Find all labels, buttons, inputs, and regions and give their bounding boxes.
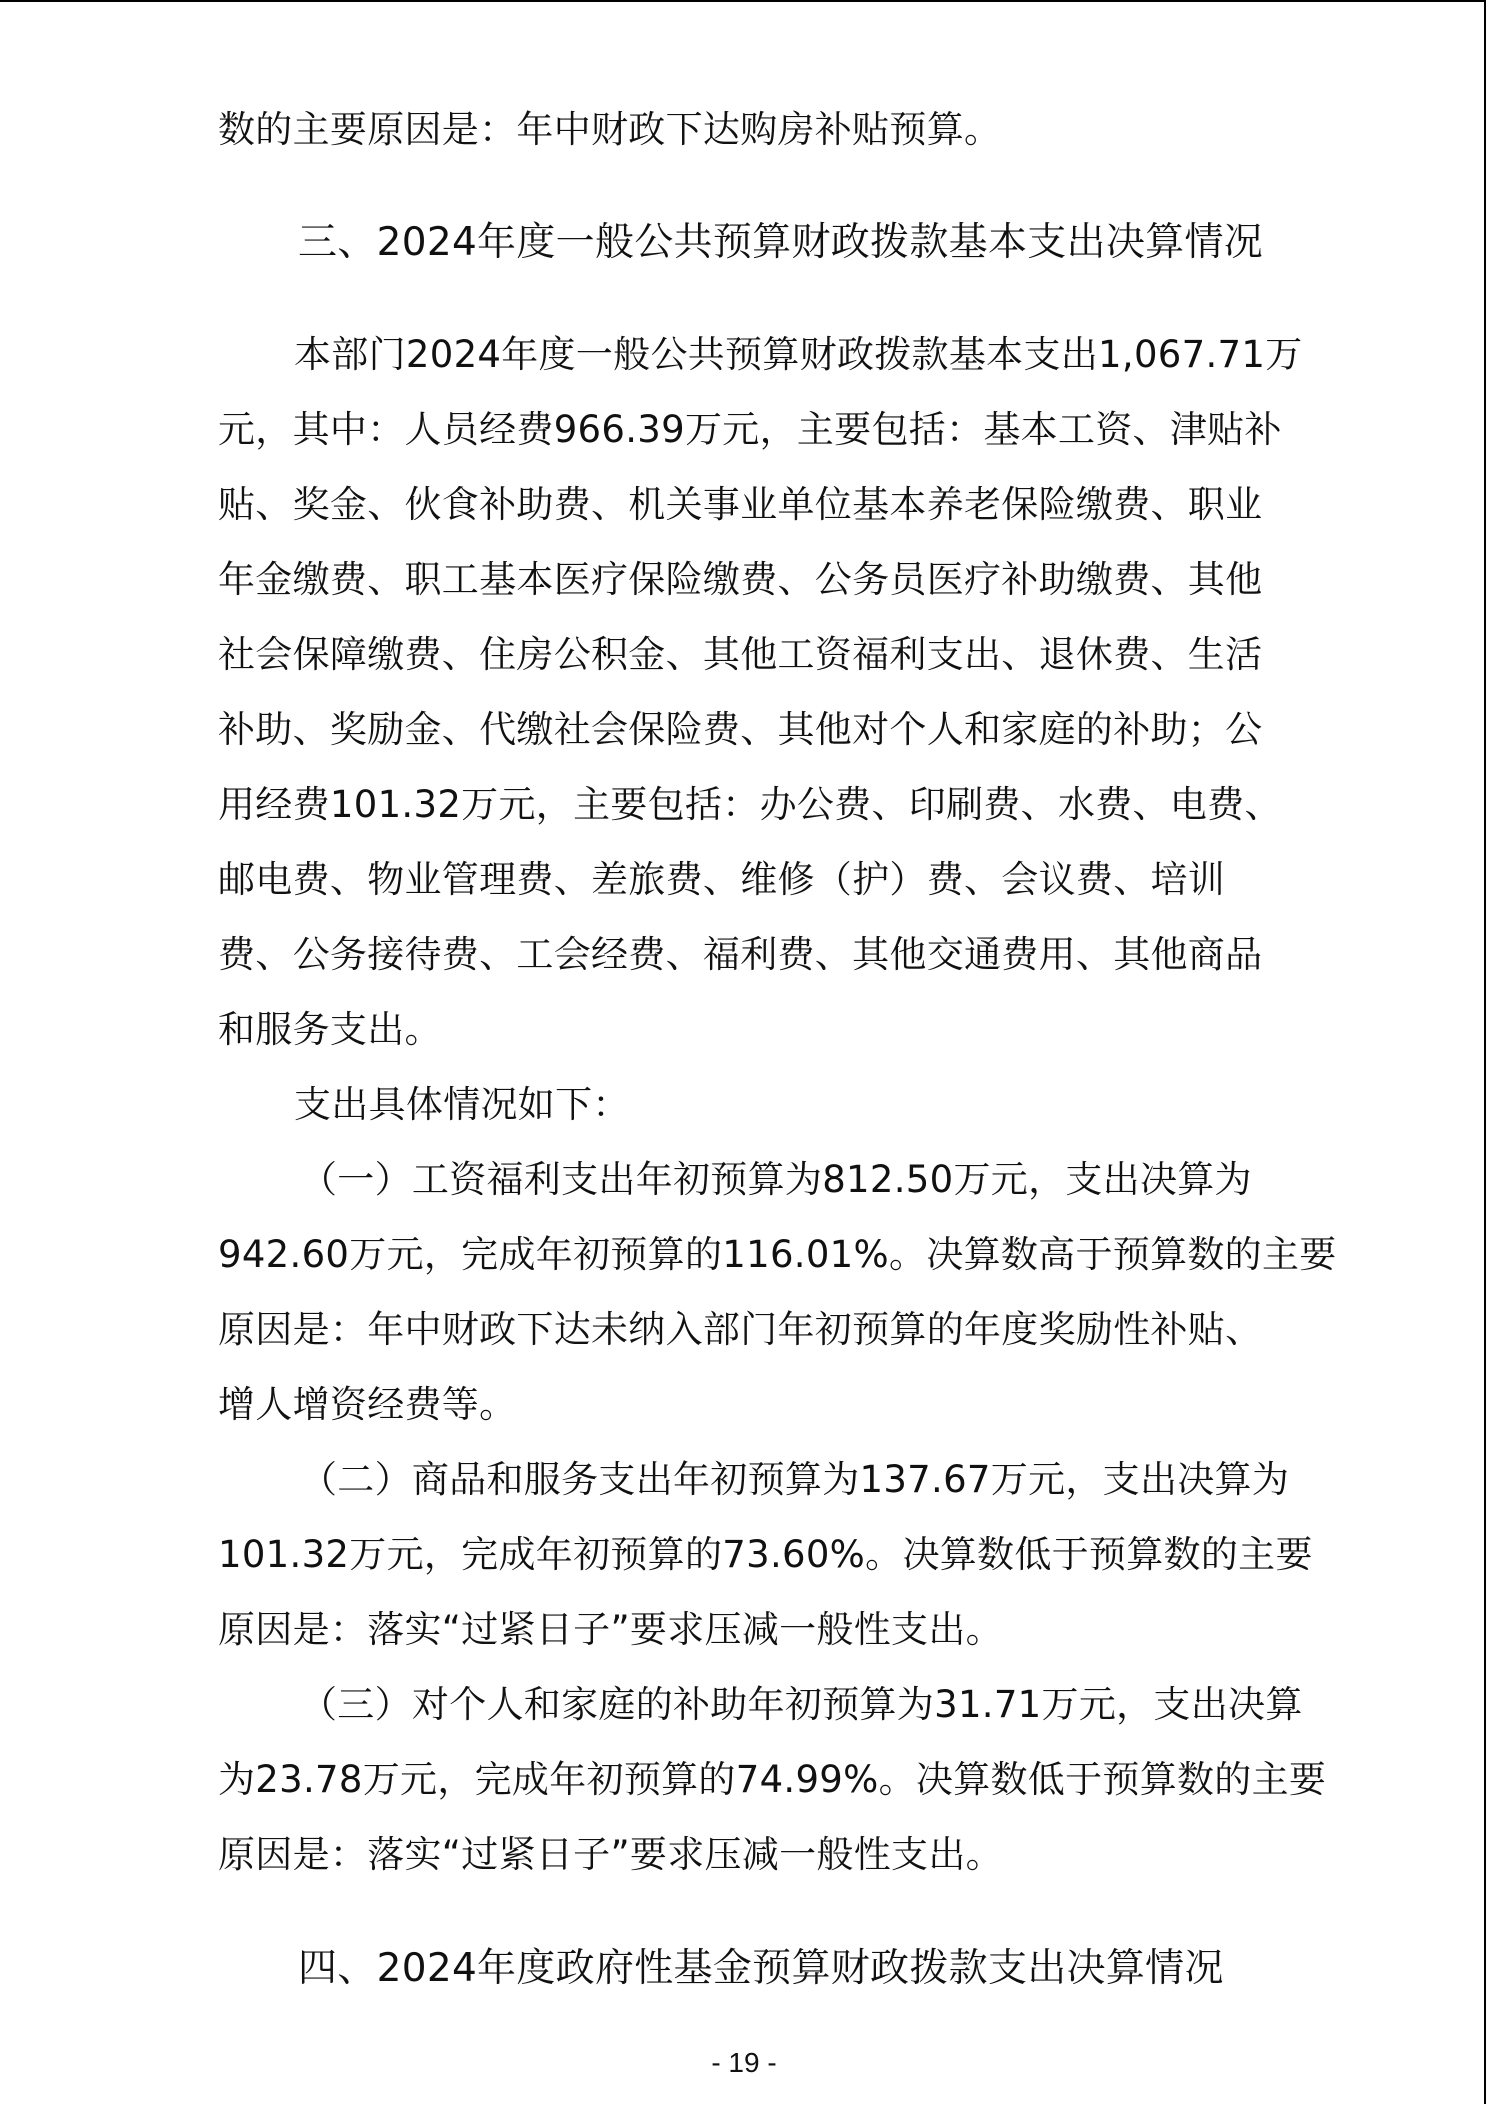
paragraph-line: 原因是：落实“过紧日子”要求压减一般性支出。 <box>218 1608 1003 1651</box>
paragraph-line: 原因是：落实“过紧日子”要求压减一般性支出。 <box>218 1833 1003 1876</box>
paragraph-line: 本部门2024年度一般公共预算财政拨款基本支出1,067.71万 <box>294 333 1303 376</box>
paragraph-line: 数的主要原因是：年中财政下达购房补贴预算。 <box>218 108 1002 151</box>
paragraph-line: 贴、奖金、伙食补助费、机关事业单位基本养老保险缴费、职业 <box>218 483 1263 526</box>
paragraph-line: 年金缴费、职工基本医疗保险缴费、公务员医疗补助缴费、其他 <box>218 558 1263 601</box>
paragraph-line: 费、公务接待费、工会经费、福利费、其他交通费用、其他商品 <box>218 933 1263 976</box>
section-heading-three: 三、2024年度一般公共预算财政拨款基本支出决算情况 <box>298 220 1264 265</box>
paragraph-line: 邮电费、物业管理费、差旅费、维修（护）费、会议费、培训 <box>218 858 1226 901</box>
paragraph-line: 增人增资经费等。 <box>218 1383 517 1426</box>
page-number: - 19 - <box>711 2047 777 2078</box>
paragraph-line: 和服务支出。 <box>218 1008 442 1051</box>
paragraph-line: 社会保障缴费、住房公积金、其他工资福利支出、退休费、生活 <box>218 633 1263 676</box>
paragraph-line: （一）工资福利支出年初预算为812.50万元，支出决算为 <box>300 1158 1252 1201</box>
paragraph-line: 用经费101.32万元，主要包括：办公费、印刷费、水费、电费、 <box>218 783 1282 826</box>
section-heading-four: 四、2024年度政府性基金预算财政拨款支出决算情况 <box>298 1946 1224 1991</box>
paragraph-line: 支出具体情况如下： <box>294 1083 630 1126</box>
paragraph-line: 为23.78万元，完成年初预算的74.99%。决算数低于预算数的主要 <box>218 1758 1327 1801</box>
paragraph-line: 原因是：年中财政下达未纳入部门年初预算的年度奖励性补贴、 <box>218 1308 1263 1351</box>
paragraph-line: （三）对个人和家庭的补助年初预算为31.71万元，支出决算 <box>300 1683 1303 1726</box>
paragraph-line: 101.32万元，完成年初预算的73.60%。决算数低于预算数的主要 <box>218 1533 1313 1576</box>
paragraph-line: 942.60万元，完成年初预算的116.01%。决算数高于预算数的主要 <box>218 1233 1337 1276</box>
paragraph-line: 补助、奖励金、代缴社会保险费、其他对个人和家庭的补助；公 <box>218 708 1263 751</box>
paragraph-line: 元，其中：人员经费966.39万元，主要包括：基本工资、津贴补 <box>218 408 1282 451</box>
paragraph-line: （二）商品和服务支出年初预算为137.67万元，支出决算为 <box>300 1458 1290 1501</box>
